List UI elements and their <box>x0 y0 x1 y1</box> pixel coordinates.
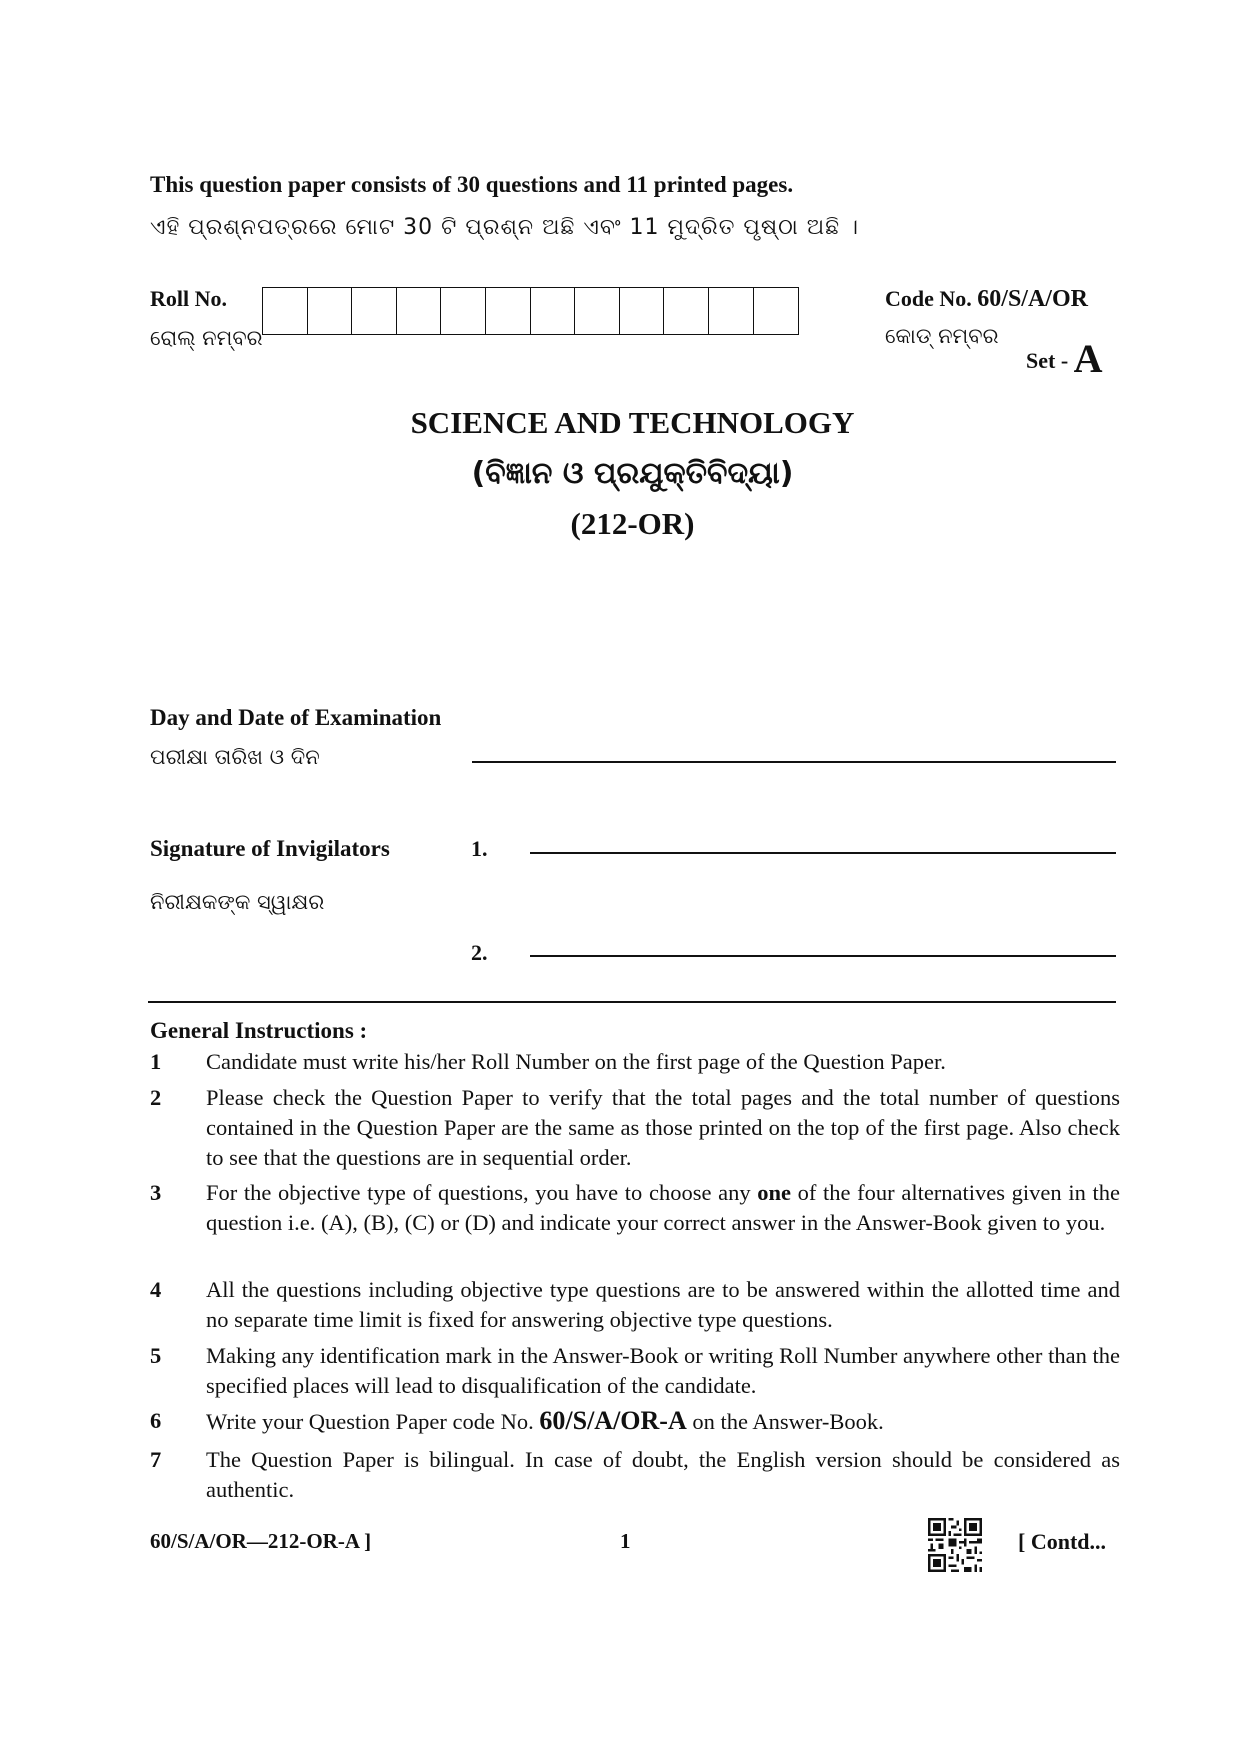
signature-1-number: 1. <box>471 836 488 861</box>
roll-number-box[interactable] <box>308 288 353 334</box>
instruction-text: The Question Paper is bilingual. In case of doubt, the English version should be considered as authentic. <box>206 1447 1120 1502</box>
roll-number-box[interactable] <box>531 288 576 334</box>
roll-number-box[interactable] <box>620 288 665 334</box>
page-number: 1 <box>620 1529 631 1553</box>
signature-2-line[interactable] <box>530 955 1116 957</box>
instruction-text-part: of the four alternatives given in the question i.e. (A), (B), (C) or (D) and indicate your correct answer in the Answer-Book given to you. <box>206 1180 1120 1235</box>
roll-number-box[interactable] <box>709 288 754 334</box>
subject-code: (212-OR) <box>570 506 695 541</box>
signature-1-line[interactable] <box>530 852 1116 854</box>
roll-number-box[interactable] <box>352 288 397 334</box>
instruction-text: Making any identification mark in the Answer-Book or writing Roll Number anywhere other than the specified places will lead to disqualification of the candidate. <box>206 1343 1120 1398</box>
instruction-text: Please check the Question Paper to verify that the total pages and the total number of questions contained in the Question Paper are the same as those printed on the top of the first page. Also check to see that the questions are in sequential order. <box>206 1085 1120 1170</box>
code-number-label-odia: କୋଡ୍ ନମ୍ବର <box>885 324 999 348</box>
instruction-text-part: on the Answer-Book. <box>686 1409 884 1434</box>
instruction-number: 1 <box>150 1049 162 1074</box>
instruction-number: 4 <box>150 1277 162 1302</box>
exam-date-line[interactable] <box>472 761 1116 763</box>
instruction-text-part: For the objective type of questions, you have to choose any <box>206 1180 758 1205</box>
pages-info: This question paper consists of 30 questions and 11 printed pages. <box>150 172 794 197</box>
instruction-text-part: Write your Question Paper code No. <box>206 1409 540 1434</box>
footer-code: 60/S/A/OR—212-OR-A ] <box>150 1529 372 1553</box>
section-divider <box>148 1001 1116 1003</box>
instruction-number: 5 <box>150 1343 162 1368</box>
roll-number-box[interactable] <box>263 288 308 334</box>
set-value: A <box>1073 336 1103 381</box>
instruction-number: 2 <box>150 1085 162 1110</box>
code-number-label: Code No. <box>885 286 972 311</box>
instruction-text: All the questions including objective type questions are to be answered within the allotted time and no separate time limit is fixed for answering objective type questions. <box>206 1277 1120 1332</box>
code-number-value: 60/S/A/OR <box>977 286 1088 312</box>
continued-indicator: [ Contd... <box>1018 1529 1107 1554</box>
roll-number-box[interactable] <box>575 288 620 334</box>
subject-title: SCIENCE AND TECHNOLOGY <box>410 405 855 440</box>
instruction-number: 6 <box>150 1408 162 1433</box>
pages-info-odia: ଏହି ପ୍ରଶ୍ନପତ୍ରରେ ମୋଟ 30 ଟି ପ୍ରଶ୍ନ ଅଛି ଏବଂ 11 ମୁଦ୍ରିତ ପୃଷ୍ଠା ଅଛି । <box>150 215 859 240</box>
invigilator-signature-label: Signature of Invigilators <box>150 836 390 861</box>
signature-2-number: 2. <box>471 940 488 965</box>
qr-code-icon <box>928 1518 982 1572</box>
set-indicator <box>1026 335 1103 382</box>
roll-number-label-odia: ରୋଲ୍ ନମ୍ବର <box>150 326 263 350</box>
roll-number-box[interactable] <box>486 288 531 334</box>
subject-title-odia: (ବିଜ୍ଞାନ ଓ ପ୍ରଯୁକ୍ତିବିଦ୍ୟା) <box>471 456 794 491</box>
code-number <box>885 286 1088 313</box>
instruction-text <box>206 1406 1120 1437</box>
instruction-number: 7 <box>150 1447 162 1472</box>
invigilator-signature-label-odia: ନିରୀକ୍ଷକଙ୍କ ସ୍ୱାକ୍ଷର <box>150 890 325 914</box>
instructions-heading: General Instructions : <box>150 1018 368 1043</box>
set-label: Set - <box>1026 348 1069 373</box>
exam-date-label-odia: ପରୀକ୍ଷା ତାରିଖ ଓ ଦିନ <box>150 745 320 769</box>
roll-number-box[interactable] <box>754 288 799 334</box>
exam-date-label: Day and Date of Examination <box>150 705 442 730</box>
instruction-code-emphasis: 60/S/A/OR-A <box>539 1406 687 1435</box>
instruction-number: 3 <box>150 1180 162 1205</box>
roll-number-label: Roll No. <box>150 286 227 311</box>
instruction-text <box>206 1178 1120 1238</box>
instruction-text: Candidate must write his/her Roll Number on the first page of the Question Paper. <box>206 1049 946 1074</box>
roll-number-boxes[interactable] <box>262 287 799 335</box>
instruction-text-emphasis: one <box>757 1180 791 1205</box>
roll-number-box[interactable] <box>664 288 709 334</box>
roll-number-box[interactable] <box>397 288 442 334</box>
roll-number-box[interactable] <box>441 288 486 334</box>
